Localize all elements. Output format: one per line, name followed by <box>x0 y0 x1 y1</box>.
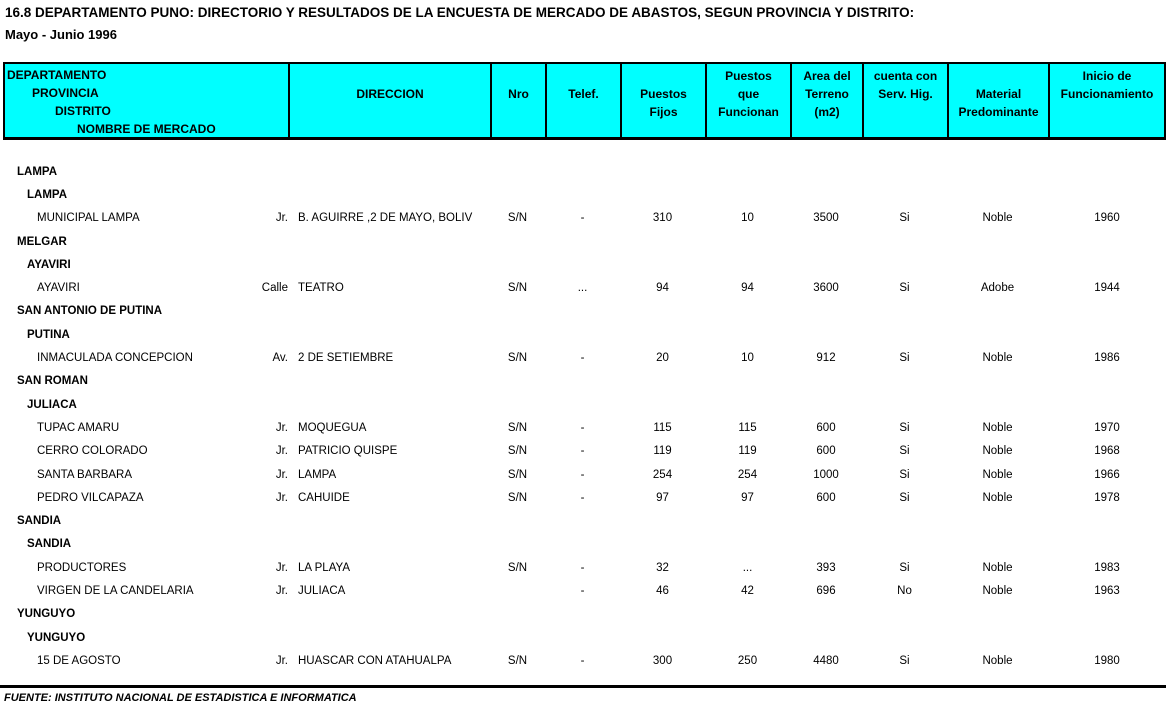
cell-puestos-fijos: 20 <box>656 352 669 365</box>
cell-puestos-funcionan: 254 <box>737 468 758 481</box>
cell-direccion-prefix: Calle <box>261 282 288 295</box>
column-header-nro: Nro <box>492 64 547 137</box>
table-row <box>0 346 1166 369</box>
cell-direccion-street: PATRICIO QUISPE <box>298 445 398 458</box>
cell-serv-hig: Si <box>899 421 910 434</box>
table-body <box>0 160 1166 673</box>
cell-puestos-funcionan: 97 <box>741 491 754 504</box>
cell-inicio: 1944 <box>1094 282 1120 295</box>
cell-name: SANTA BARBARA <box>37 468 133 481</box>
cell-name: SANDIA <box>17 515 62 528</box>
cell-material: Noble <box>982 468 1013 481</box>
cell-nro: S/N <box>507 421 528 434</box>
table-row <box>0 300 1166 323</box>
cell-inicio: 1983 <box>1094 561 1120 574</box>
cell-name: MELGAR <box>17 235 67 248</box>
cell-puestos-fijos: 300 <box>652 654 673 667</box>
cell-serv-hig: Si <box>899 212 910 225</box>
cell-material: Noble <box>982 212 1013 225</box>
cell-telef: ... <box>577 282 588 295</box>
cell-name: PRODUCTORES <box>37 561 127 574</box>
cell-area: 600 <box>816 445 836 458</box>
column-header-puestos-funcionan: Puestos que Funcionan <box>707 64 792 137</box>
cell-area: 393 <box>816 561 836 574</box>
cell-nro: S/N <box>507 491 528 504</box>
column-header-serv-hig: cuenta con Serv. Hig. <box>864 64 949 137</box>
column-header-material: Material Predominante <box>949 64 1050 137</box>
table-row <box>0 463 1166 486</box>
cell-puestos-fijos: 310 <box>652 212 673 225</box>
cell-puestos-fijos: 115 <box>653 421 672 434</box>
table-row <box>0 160 1166 183</box>
cell-nro: S/N <box>507 654 528 667</box>
cell-inicio: 1960 <box>1094 212 1120 225</box>
cell-telef: - <box>580 468 585 481</box>
cell-serv-hig: Si <box>899 468 910 481</box>
cell-name: SAN ROMAN <box>17 375 88 388</box>
cell-puestos-funcionan: 94 <box>741 282 754 295</box>
cell-puestos-fijos: 32 <box>656 561 669 574</box>
cell-puestos-funcionan: 10 <box>741 352 754 365</box>
header-nombre-mercado: NOMBRE DE MERCADO <box>77 122 216 136</box>
table-row <box>0 276 1166 299</box>
table-row <box>0 579 1166 602</box>
cell-inicio: 1963 <box>1094 584 1120 597</box>
cell-name: 15 DE AGOSTO <box>37 654 121 667</box>
table-row <box>0 556 1166 579</box>
cell-puestos-funcionan: 42 <box>741 584 754 597</box>
cell-inicio: 1986 <box>1094 352 1120 365</box>
cell-nro: S/N <box>507 445 528 458</box>
title-block <box>5 5 1165 42</box>
cell-name: LAMPA <box>17 165 58 178</box>
page-title: 16.8 DEPARTAMENTO PUNO: DIRECTORIO Y RESULTADOS DE LA ENCUESTA DE MERCADO DE ABASTOS, SEGUN PROVINCIA Y DISTRITO: <box>5 5 915 20</box>
column-header-area-terreno: Area del Terreno (m2) <box>792 64 864 137</box>
table-row <box>0 370 1166 393</box>
cell-direccion-prefix: Jr. <box>275 421 288 434</box>
cell-area: 4480 <box>813 654 839 667</box>
cell-name: TUPAC AMARU <box>37 421 120 434</box>
cell-direccion-prefix: Jr. <box>275 654 288 667</box>
table-row <box>0 207 1166 230</box>
cell-inicio: 1978 <box>1094 491 1120 504</box>
cell-serv-hig: Si <box>899 561 910 574</box>
cell-nro: S/N <box>507 282 528 295</box>
cell-direccion-prefix: Jr. <box>275 468 288 481</box>
cell-direccion-street: JULIACA <box>298 584 346 597</box>
table-row <box>0 253 1166 276</box>
cell-name: INMACULADA CONCEPCION <box>37 352 193 365</box>
cell-area: 696 <box>816 584 836 597</box>
column-header-inicio: Inicio de Funcionamiento <box>1060 69 1154 101</box>
table-header <box>3 62 1166 140</box>
cell-material: Noble <box>982 491 1013 504</box>
table-row <box>0 533 1166 556</box>
cell-material: Noble <box>982 584 1013 597</box>
cell-direccion-street: CAHUIDE <box>298 491 350 504</box>
cell-name: SAN ANTONIO DE PUTINA <box>17 305 163 318</box>
cell-puestos-funcionan: 115 <box>738 421 757 434</box>
cell-puestos-fijos: 46 <box>656 584 669 597</box>
header-departamento: DEPARTAMENTO <box>7 68 107 82</box>
cell-puestos-funcionan: 10 <box>741 212 754 225</box>
cell-puestos-fijos: 94 <box>656 282 669 295</box>
cell-direccion-street: HUASCAR CON ATAHUALPA <box>298 654 452 667</box>
page-subtitle: Mayo - Junio 1996 <box>5 27 117 42</box>
table-row <box>0 440 1166 463</box>
cell-nro: S/N <box>507 561 528 574</box>
cell-puestos-fijos: 119 <box>653 445 672 458</box>
table-row <box>0 393 1166 416</box>
cell-direccion-street: MOQUEGUA <box>298 421 367 434</box>
column-header-telef: Telef. <box>547 64 622 137</box>
cell-material: Noble <box>982 561 1013 574</box>
cell-material: Noble <box>982 352 1013 365</box>
cell-puestos-funcionan: 250 <box>737 654 758 667</box>
cell-area: 1000 <box>813 468 839 481</box>
cell-name: MUNICIPAL LAMPA <box>37 212 140 225</box>
cell-area: 3500 <box>813 212 839 225</box>
cell-puestos-funcionan: ... <box>742 561 753 574</box>
cell-nro: S/N <box>507 352 528 365</box>
cell-name: LAMPA <box>27 188 68 201</box>
cell-inicio: 1970 <box>1094 421 1120 434</box>
cell-direccion-prefix: Jr. <box>275 584 288 597</box>
header-provincia: PROVINCIA <box>32 86 99 100</box>
cell-direccion-street: LA PLAYA <box>298 561 350 574</box>
source-note: FUENTE: INSTITUTO NACIONAL DE ESTADISTICA E INFORMATICA <box>4 692 357 704</box>
cell-direccion-prefix: Jr. <box>275 212 288 225</box>
cell-name: JULIACA <box>27 398 77 411</box>
cell-name: AYAVIRI <box>27 258 71 271</box>
header-distrito: DISTRITO <box>55 104 111 118</box>
cell-area: 912 <box>816 352 836 365</box>
cell-telef: - <box>580 561 585 574</box>
cell-name: SANDIA <box>27 538 72 551</box>
cell-serv-hig: Si <box>899 352 910 365</box>
cell-name: VIRGEN DE LA CANDELARIA <box>37 584 194 597</box>
table-row <box>0 323 1166 346</box>
cell-serv-hig: Si <box>899 282 910 295</box>
cell-area: 3600 <box>813 282 839 295</box>
cell-serv-hig: Si <box>899 654 910 667</box>
cell-telef: - <box>580 491 585 504</box>
cell-area: 600 <box>816 491 836 504</box>
cell-material: Noble <box>982 421 1013 434</box>
cell-telef: - <box>580 212 585 225</box>
cell-direccion-prefix: Jr. <box>275 561 288 574</box>
table-row <box>0 509 1166 532</box>
cell-name: AYAVIRI <box>37 282 80 295</box>
cell-direccion-street: LAMPA <box>298 468 337 481</box>
cell-material: Adobe <box>980 282 1015 295</box>
column-header-puestos-fijos: Puestos Fijos <box>622 64 707 137</box>
cell-serv-hig: No <box>897 584 912 597</box>
column-header-direccion: DIRECCION <box>290 64 492 137</box>
cell-telef: - <box>580 352 585 365</box>
cell-telef: - <box>580 654 585 667</box>
cell-serv-hig: Si <box>899 491 910 504</box>
cell-name: PUTINA <box>27 328 70 341</box>
cell-name: CERRO COLORADO <box>37 445 148 458</box>
table-row <box>0 416 1166 439</box>
table-row <box>0 626 1166 649</box>
cell-inicio: 1980 <box>1094 654 1120 667</box>
cell-direccion-prefix: Jr. <box>275 445 288 458</box>
cell-puestos-fijos: 97 <box>656 491 669 504</box>
table-row <box>0 486 1166 509</box>
column-header-hierarchy <box>5 64 290 137</box>
cell-material: Noble <box>982 654 1013 667</box>
table-row <box>0 649 1166 672</box>
cell-telef: - <box>580 421 585 434</box>
cell-area: 600 <box>816 421 836 434</box>
cell-nro: S/N <box>507 468 528 481</box>
table-row <box>0 230 1166 253</box>
cell-material: Noble <box>982 445 1013 458</box>
table-row <box>0 183 1166 206</box>
cell-puestos-funcionan: 119 <box>738 445 757 458</box>
cell-puestos-fijos: 254 <box>652 468 673 481</box>
cell-inicio: 1966 <box>1094 468 1120 481</box>
cell-direccion-street: 2 DE SETIEMBRE <box>298 352 394 365</box>
cell-serv-hig: Si <box>899 445 910 458</box>
cell-direccion-street: B. AGUIRRE ,2 DE MAYO, BOLIV <box>298 212 473 225</box>
cell-name: YUNGUYO <box>17 608 76 621</box>
table-row <box>0 603 1166 626</box>
footer-divider <box>0 685 1166 688</box>
cell-telef: - <box>580 584 585 597</box>
cell-name: PEDRO VILCAPAZA <box>37 491 144 504</box>
cell-nro: S/N <box>507 212 528 225</box>
cell-inicio: 1968 <box>1094 445 1120 458</box>
cell-telef: - <box>580 445 585 458</box>
cell-name: YUNGUYO <box>27 631 86 644</box>
cell-direccion-street: TEATRO <box>298 282 344 295</box>
cell-direccion-prefix: Av. <box>272 352 288 365</box>
cell-direccion-prefix: Jr. <box>275 491 288 504</box>
